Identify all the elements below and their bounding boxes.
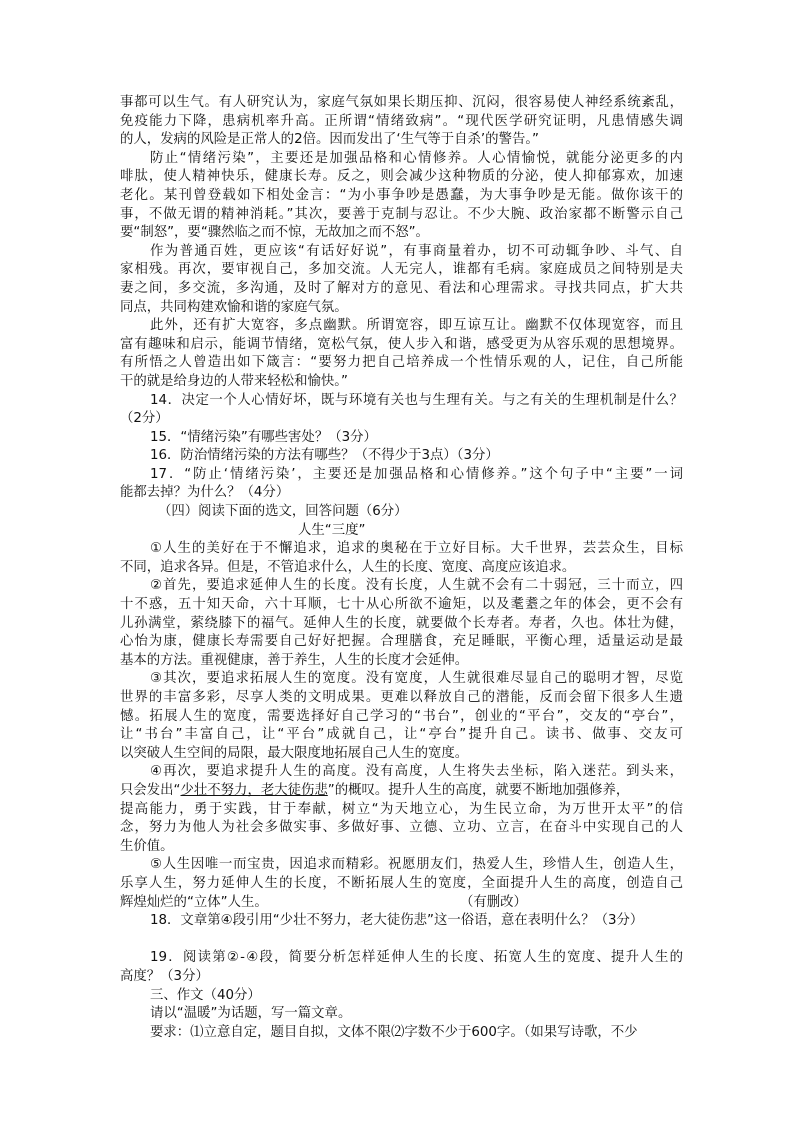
- text-line: 念，努力为他人为社会多做实事、多做好事、立德、立功、立言，在奋斗中实现自己的人: [120, 820, 683, 836]
- text-line: ③其次，要追求拓展人生的宽度。没有宽度，人生就很难尽显自己的聪明才智，尽览: [150, 671, 683, 687]
- text-line: 以突破人生空间的局限，最大限度地拓展自己人生的宽度。: [120, 745, 469, 761]
- article-title: 人生“三度”: [298, 522, 366, 538]
- text-line-underlined-quote: [120, 782, 683, 801]
- text-line: 不同，追求各异。但是，不管追求什么，人生的长度、宽度、高度应该追求。: [120, 559, 576, 575]
- text-line: 同点，共同构建欢愉和谐的家庭气氛。: [120, 299, 348, 315]
- text-line: 事，不做无谓的精神消耗。”其次，要善于克制与忍让。不少大腕、政治家都不断警示自己: [120, 206, 683, 222]
- text-segment: ”的概叹。提升人生的高度，就要不断地加强修养，: [327, 782, 630, 798]
- question-17-cont: 能都去掉？为什么？（4分）: [120, 485, 290, 501]
- text-line: 老化。某刊曾登载如下相处金言：“为小事争吵是愚蠢，为大事争吵是无能。做你该干的: [120, 187, 683, 203]
- text-segment: 辉煌灿烂的“立体”人生。: [120, 894, 268, 910]
- text-line: 心怡为康，健康长寿需要自己好好把握。合理膳食，充足睡眠，平衡心理，适量运动是最: [120, 634, 683, 650]
- essay-heading: 三、作文（40分）: [150, 987, 261, 1003]
- question-19: 19．阅读第②-④段，简要分析怎样延伸人生的长度、拓宽人生的宽度、提升人生的: [150, 950, 683, 966]
- question-18: 18．文章第④段引用“少壮不努力，老大徒伤悲”这一俗语，意在表明什么？（3分）: [150, 913, 644, 929]
- text-line: 啡肽，使人精神快乐，健康长寿。反之，则会减少这种物质的分泌，使人抑郁寡欢，加速: [120, 169, 683, 185]
- underlined-phrase: 少壮不努力: [180, 782, 248, 798]
- section-heading: （四）阅读下面的选文，回答问题（6分）: [158, 504, 408, 520]
- text-line: 作为普通百姓，更应该“有话好好说”，有事商量着办，切不可动辄争吵、斗气、自: [150, 243, 683, 259]
- text-line: 事都可以生气。有人研究认为，家庭气氛如果长期压抑、沉闷，很容易使人神经系统紊乱，: [120, 95, 683, 110]
- text-line: ①人生的美好在于不懈追求，追求的奥秘在于立好目标。大千世界，芸芸众生，目标: [150, 541, 683, 557]
- text-line: 免疫能力下降，患病机率升高。正所谓“情绪致病”。“现代医学研究证明，凡患情感失调: [120, 113, 683, 129]
- text-line: 十不惑，五十知天命，六十耳顺，七十从心所欲不逾矩，以及耄耋之年的体会，更不会有: [120, 597, 683, 613]
- text-line: 干的就是给身边的人带来轻松和愉快。”: [120, 373, 348, 389]
- question-14-score: （2分）: [120, 411, 169, 427]
- text-line: 的人，发病的风险是正常人的2倍。因而发出了‘生气等于自杀’的警告。”: [120, 132, 539, 148]
- text-line: ④再次，要追求提升人生的高度。没有高度，人生将失去坐标，陷入迷茫。到头来，: [150, 764, 683, 780]
- text-line: 妻之间，多交流，多沟通，及时了解对方的意见、看法和心理需求。寻找共同点，扩大共: [120, 280, 683, 296]
- text-line: 儿孙满堂，萦绕膝下的福气。延伸人生的长度，就要做个长寿者。寿者，久也。体壮为健，: [120, 615, 683, 631]
- text-line: 此外，还有扩大宽容，多点幽默。所谓宽容，即互谅互让。幽默不仅体现宽容，而且: [150, 318, 683, 334]
- text-line: 有所悟之人曾造出如下箴言：“要努力把自己培养成一个性情乐观的人，记住，自己所能: [120, 355, 683, 371]
- text-line: 让“书台”丰富自己，让“平台”成就自己，让“亭台”提升自己。读书、做事、交友可: [120, 727, 683, 743]
- underlined-phrase: 老大徒伤悲: [260, 782, 328, 798]
- source-note: （有删改）: [460, 894, 527, 910]
- document-page: [120, 94, 683, 1042]
- text-line: 基本的方法。重视健康，善于养生，人生的长度才会延伸。: [120, 652, 469, 668]
- text-line: 憾。拓展人生的宽度，需要选择好自己学习的“书台”，创业的“平台”，交友的“亭台”，: [120, 708, 683, 724]
- essay-prompt: 请以“温暖”为话题，写一篇文章。: [150, 1006, 352, 1022]
- question-14: 14．决定一个人心情好坏，既与环境有关也与生理有关。与之有关的生理机制是什么？: [150, 392, 683, 408]
- question-17: 17．“防止‘情绪污染’，主要还是加强品格和心情修养。”这个句子中“主要”一词: [150, 466, 683, 482]
- text-line: 防止“情绪污染”，主要还是加强品格和心情修养。人心情愉悦，就能分泌更多的内: [150, 150, 683, 166]
- text-line: 生价值。: [120, 838, 174, 854]
- text-line: [120, 894, 683, 913]
- text-line: ②首先，要追求延伸人生的长度。没有长度，人生就不会有二十弱冠，三十而立，四: [150, 578, 683, 594]
- text-line: 乐享人生，努力延伸人生的长度，不断拓展人生的宽度，全面提升人生的高度，创造自己: [120, 875, 683, 891]
- text-line: 家相残。再次，要审视自己，多加交流。人无完人，谁都有毛病。家庭成员之间特别是夫: [120, 262, 683, 278]
- text-line: 提高能力，勇于实践，甘于奉献，树立“为天地立心，为生民立命，为万世开太平”的信: [120, 801, 683, 817]
- text-line: 富有趣味和启示，能调节情绪，宽松气氛，使人步入和谐，感受更为从容乐观的思想境界。: [120, 336, 683, 352]
- text-line: 要“制怒”，要“骤然临之而不惊，无故加之而不怒”。: [120, 225, 429, 241]
- question-15: 15．“情绪污染”有哪些害处？（3分）: [150, 429, 377, 445]
- question-19-cont: 高度？（3分）: [120, 968, 209, 984]
- text-segment: 只会发出“: [120, 782, 181, 798]
- text-line: 世界的丰富多彩，尽享人类的文明成果。更难以释放自己的潜能，反而会留下很多人生遗: [120, 690, 683, 705]
- text-line: ⑤人生因唯一而宝贵，因追求而精彩。祝愿朋友们，热爱人生，珍惜人生，创造人生，: [150, 857, 683, 873]
- question-16: 16．防治情绪污染的方法有哪些？（不得少于3点）（3分）: [150, 448, 499, 464]
- blank-line: [120, 931, 683, 950]
- essay-requirements: 要求：⑴立意自定，题目自拟，文体不限⑵字数不少于600字。（如果写诗歌，不少: [150, 1024, 638, 1040]
- text-segment: ，: [247, 782, 261, 798]
